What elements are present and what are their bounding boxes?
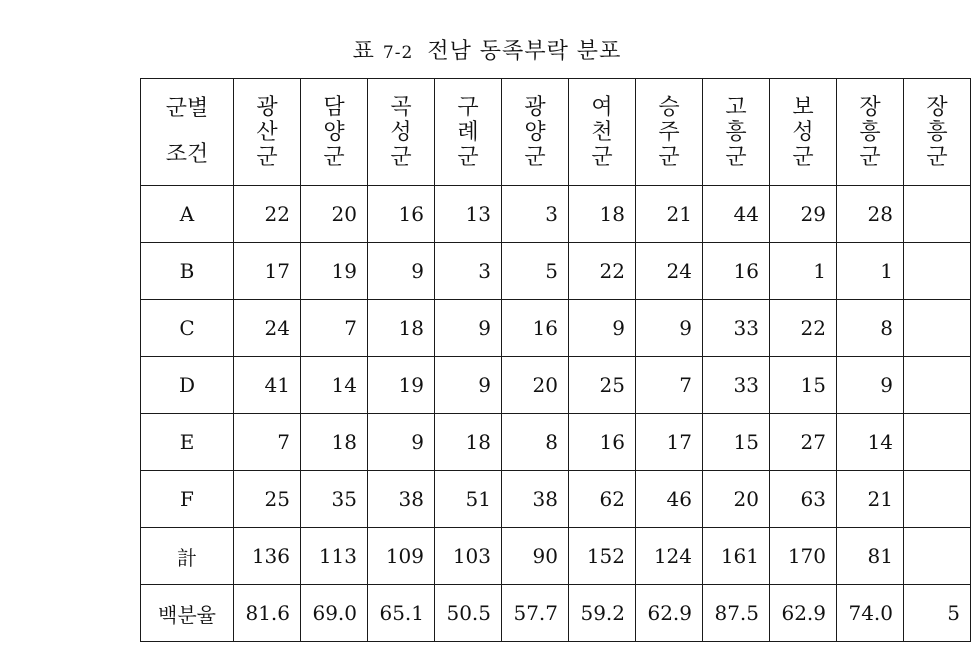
table-cell: 14 bbox=[301, 357, 368, 414]
table-cell: 8 bbox=[837, 300, 904, 357]
table-row bbox=[141, 243, 971, 300]
table-row bbox=[141, 300, 971, 357]
table-cell: 21 bbox=[636, 186, 703, 243]
table-cell: 161 bbox=[703, 528, 770, 585]
table-cell: 22 bbox=[234, 186, 301, 243]
table-cell: 124 bbox=[636, 528, 703, 585]
table-cell: 62.9 bbox=[770, 585, 837, 642]
column-header bbox=[837, 79, 904, 186]
column-header-char: 천 bbox=[591, 119, 613, 145]
table-cell: 9 bbox=[569, 300, 636, 357]
table-cell: 7 bbox=[636, 357, 703, 414]
table-cell: 81 bbox=[837, 528, 904, 585]
title-number: 7-2 bbox=[382, 43, 414, 63]
table-cell bbox=[904, 300, 971, 357]
column-header-char: 장 bbox=[926, 94, 948, 120]
column-header bbox=[904, 79, 971, 186]
column-header-char: 양 bbox=[524, 119, 546, 145]
table-cell: 16 bbox=[368, 186, 435, 243]
column-header-char: 성 bbox=[792, 119, 814, 145]
column-header-char: 광 bbox=[256, 94, 278, 120]
column-header-char: 군 bbox=[926, 144, 948, 170]
table-cell bbox=[904, 186, 971, 243]
table-cell: 59.2 bbox=[569, 585, 636, 642]
column-header-char: 군 bbox=[591, 144, 613, 170]
column-header-char: 군 bbox=[457, 144, 479, 170]
table-cell: 74.0 bbox=[837, 585, 904, 642]
column-header-char: 주 bbox=[658, 119, 680, 145]
table-cell: 9 bbox=[368, 414, 435, 471]
table-cell: 16 bbox=[569, 414, 636, 471]
table-cell bbox=[904, 414, 971, 471]
corner-header bbox=[141, 79, 234, 186]
table-cell: 51 bbox=[435, 471, 502, 528]
table-cell: 57.7 bbox=[502, 585, 569, 642]
table-body bbox=[141, 186, 971, 642]
table-cell: 9 bbox=[636, 300, 703, 357]
column-header-char: 군 bbox=[859, 144, 881, 170]
table-cell: 25 bbox=[569, 357, 636, 414]
table-cell: 136 bbox=[234, 528, 301, 585]
row-label: E bbox=[141, 414, 234, 471]
table-cell: 50.5 bbox=[435, 585, 502, 642]
column-header-char: 군 bbox=[390, 144, 412, 170]
table-cell: 170 bbox=[770, 528, 837, 585]
row-label: D bbox=[141, 357, 234, 414]
table-cell: 62.9 bbox=[636, 585, 703, 642]
table-cell: 27 bbox=[770, 414, 837, 471]
table-cell: 20 bbox=[301, 186, 368, 243]
column-header-char: 군 bbox=[725, 144, 747, 170]
table-cell: 87.5 bbox=[703, 585, 770, 642]
table-cell: 22 bbox=[569, 243, 636, 300]
column-header-char: 광 bbox=[524, 94, 546, 120]
table-cell: 1 bbox=[837, 243, 904, 300]
header-row bbox=[141, 79, 971, 186]
table-cell: 21 bbox=[837, 471, 904, 528]
column-header-char: 흥 bbox=[926, 119, 948, 145]
table-cell: 63 bbox=[770, 471, 837, 528]
table-row bbox=[141, 414, 971, 471]
column-header-char: 담 bbox=[323, 94, 345, 120]
column-header bbox=[234, 79, 301, 186]
table-cell: 90 bbox=[502, 528, 569, 585]
column-header-char: 곡 bbox=[390, 94, 412, 120]
table-cell: 15 bbox=[703, 414, 770, 471]
column-header-char: 구 bbox=[457, 94, 479, 120]
table-cell: 19 bbox=[301, 243, 368, 300]
table-cell: 17 bbox=[234, 243, 301, 300]
table-cell: 20 bbox=[502, 357, 569, 414]
table-cell: 38 bbox=[368, 471, 435, 528]
table-cell: 14 bbox=[837, 414, 904, 471]
corner-top-label: 군별 bbox=[165, 96, 209, 121]
column-header-char: 성 bbox=[390, 119, 412, 145]
table-cell: 9 bbox=[368, 243, 435, 300]
table-cell bbox=[904, 528, 971, 585]
column-header-char: 고 bbox=[725, 94, 747, 120]
table-cell: 9 bbox=[435, 300, 502, 357]
table-row bbox=[141, 471, 971, 528]
table-cell: 41 bbox=[234, 357, 301, 414]
table-cell: 16 bbox=[502, 300, 569, 357]
table-row bbox=[141, 528, 971, 585]
column-header bbox=[703, 79, 770, 186]
table-cell: 1 bbox=[770, 243, 837, 300]
table-cell: 25 bbox=[234, 471, 301, 528]
column-header-char: 흥 bbox=[859, 119, 881, 145]
row-label: B bbox=[141, 243, 234, 300]
table-cell: 113 bbox=[301, 528, 368, 585]
column-header-char: 군 bbox=[792, 144, 814, 170]
table-cell: 7 bbox=[301, 300, 368, 357]
table-row bbox=[141, 357, 971, 414]
table-cell bbox=[904, 357, 971, 414]
row-label: A bbox=[141, 186, 234, 243]
table-cell: 9 bbox=[837, 357, 904, 414]
column-header-char: 군 bbox=[256, 144, 278, 170]
column-header bbox=[569, 79, 636, 186]
table-cell: 8 bbox=[502, 414, 569, 471]
table-cell: 46 bbox=[636, 471, 703, 528]
table-cell: 103 bbox=[435, 528, 502, 585]
column-header bbox=[770, 79, 837, 186]
table-cell: 7 bbox=[234, 414, 301, 471]
table-title bbox=[0, 34, 974, 65]
column-header-char: 흥 bbox=[725, 119, 747, 145]
column-header-char: 례 bbox=[457, 119, 479, 145]
table-cell: 15 bbox=[770, 357, 837, 414]
corner-bottom-label: 조건 bbox=[165, 142, 209, 167]
table-cell: 81.6 bbox=[234, 585, 301, 642]
table-cell bbox=[904, 471, 971, 528]
table-cell: 19 bbox=[368, 357, 435, 414]
row-label: C bbox=[141, 300, 234, 357]
table-cell: 3 bbox=[435, 243, 502, 300]
table-cell: 16 bbox=[703, 243, 770, 300]
table-cell: 35 bbox=[301, 471, 368, 528]
column-header-char: 군 bbox=[658, 144, 680, 170]
column-header bbox=[368, 79, 435, 186]
table-cell: 17 bbox=[636, 414, 703, 471]
table-cell: 62 bbox=[569, 471, 636, 528]
table-cell: 9 bbox=[435, 357, 502, 414]
table-cell: 69.0 bbox=[301, 585, 368, 642]
column-header-char: 군 bbox=[323, 144, 345, 170]
table-cell: 33 bbox=[703, 357, 770, 414]
title-prefix: 표 bbox=[352, 39, 375, 64]
row-label: F bbox=[141, 471, 234, 528]
table-cell: 5 bbox=[904, 585, 971, 642]
table-cell: 109 bbox=[368, 528, 435, 585]
distribution-table bbox=[140, 78, 971, 642]
column-header-char: 보 bbox=[792, 94, 814, 120]
table-cell: 38 bbox=[502, 471, 569, 528]
column-header-char: 승 bbox=[658, 94, 680, 120]
table-cell bbox=[904, 243, 971, 300]
column-header bbox=[502, 79, 569, 186]
table-cell: 152 bbox=[569, 528, 636, 585]
table-row bbox=[141, 585, 971, 642]
column-header bbox=[636, 79, 703, 186]
column-header bbox=[435, 79, 502, 186]
table-cell: 33 bbox=[703, 300, 770, 357]
table-cell: 20 bbox=[703, 471, 770, 528]
row-label: 計 bbox=[141, 528, 234, 585]
column-header-char: 여 bbox=[591, 94, 613, 120]
table-cell: 24 bbox=[636, 243, 703, 300]
table-cell: 3 bbox=[502, 186, 569, 243]
column-header bbox=[301, 79, 368, 186]
table-cell: 28 bbox=[837, 186, 904, 243]
table-cell: 13 bbox=[435, 186, 502, 243]
table-row bbox=[141, 186, 971, 243]
column-header-char: 양 bbox=[323, 119, 345, 145]
column-header-char: 군 bbox=[524, 144, 546, 170]
table-cell: 44 bbox=[703, 186, 770, 243]
table-cell: 22 bbox=[770, 300, 837, 357]
table-cell: 18 bbox=[435, 414, 502, 471]
table-cell: 65.1 bbox=[368, 585, 435, 642]
title-text: 전남 동족부락 분포 bbox=[427, 39, 622, 64]
row-label: 백분율 bbox=[141, 585, 234, 642]
column-header-char: 산 bbox=[256, 119, 278, 145]
table-cell: 18 bbox=[368, 300, 435, 357]
table-cell: 29 bbox=[770, 186, 837, 243]
column-header-char: 장 bbox=[859, 94, 881, 120]
table-cell: 18 bbox=[569, 186, 636, 243]
table-cell: 24 bbox=[234, 300, 301, 357]
table-cell: 18 bbox=[301, 414, 368, 471]
table-cell: 5 bbox=[502, 243, 569, 300]
